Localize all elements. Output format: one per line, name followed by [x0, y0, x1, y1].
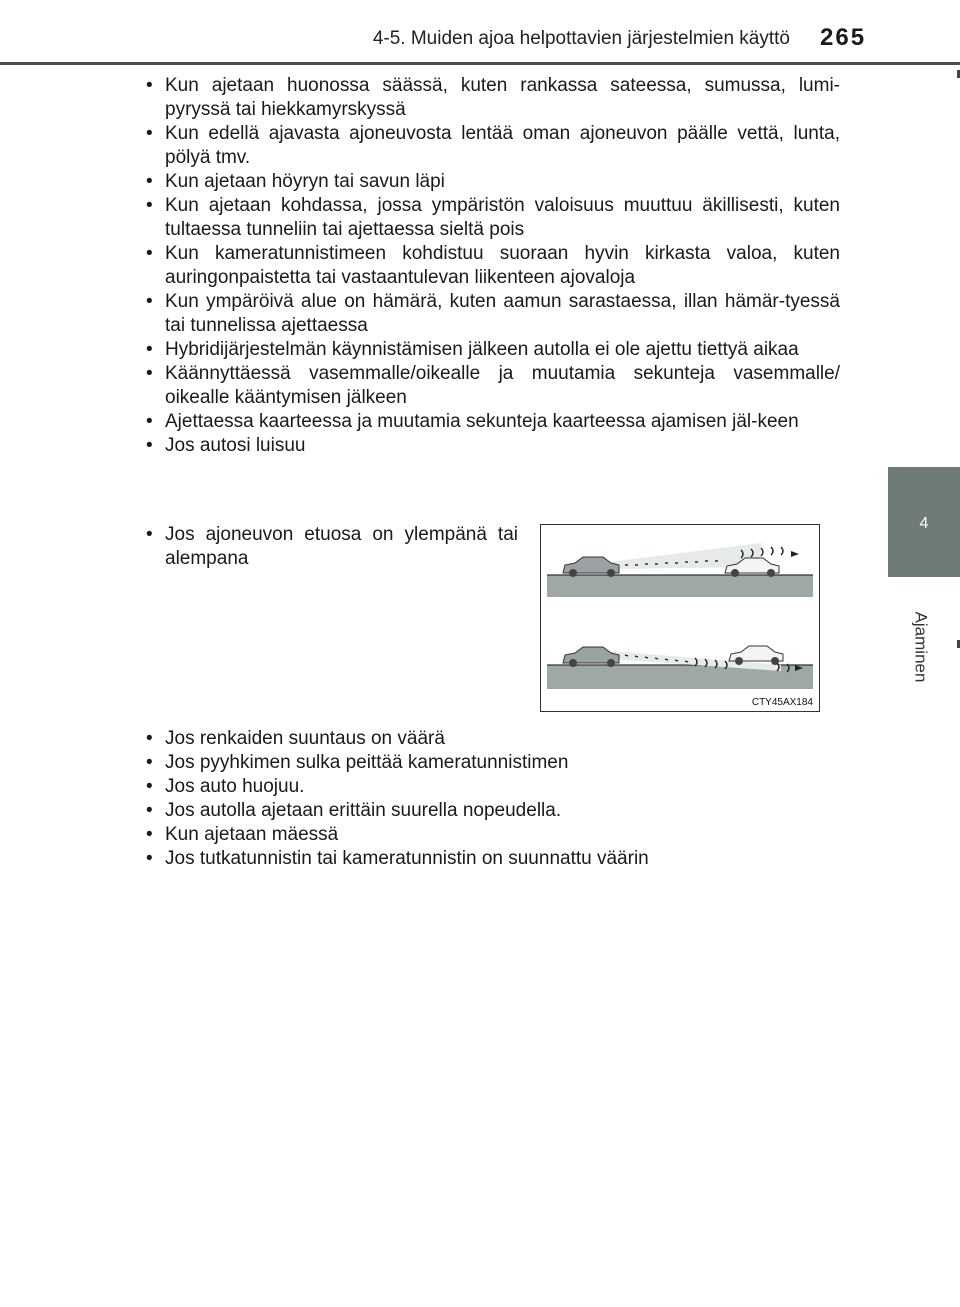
chapter-title-vertical [880, 582, 960, 712]
list-item: • Käännyttäessä vasemmalle/oikealle ja muutamia sekunteja vasemmalle/ oikealle kääntymisen jälkeen [142, 362, 840, 410]
list-item: • Kun ajetaan kohdassa, jossa ympäristön valoisuus muuttuu äkillisesti, kuten tultaessa tunneliin tai ajettaessa sieltä pois [142, 194, 840, 242]
cars-radar-diagram [541, 525, 819, 711]
list-item: • Jos autolla ajetaan erittäin suurella nopeudella. [142, 799, 840, 823]
header-section-title: 4-5. Muiden ajoa helpottavien järjestelmien käyttö [372, 28, 790, 49]
list-item: • Jos autosi luisuu [142, 434, 840, 458]
chapter-tab [888, 467, 960, 577]
figure-code: CTY45AX184 [751, 697, 813, 708]
conditions-list [142, 74, 840, 458]
vehicle-height-list [142, 523, 518, 571]
misc-conditions-list [142, 727, 840, 871]
chapter-title: Ajaminen [911, 611, 930, 683]
page-number: 265 [820, 24, 867, 51]
list-item: • Jos auto huojuu. [142, 775, 840, 799]
vehicle-pitch-illustration [540, 524, 820, 712]
list-item: • Kun ajetaan huonossa säässä, kuten rankassa sateessa, sumussa, lumi-pyryssä tai hiekkamyrskyssä [142, 74, 840, 122]
list-item: • Kun ajetaan höyryn tai savun läpi [142, 170, 840, 194]
list-item: • Jos tutkatunnistin tai kameratunnistin on suunnattu väärin [142, 847, 840, 871]
list-item: • Jos ajoneuvon etuosa on ylempänä tai alempana [142, 523, 518, 571]
list-item: • Ajettaessa kaarteessa ja muutamia sekunteja kaarteessa ajamisen jäl-keen [142, 410, 840, 434]
list-item: • Jos renkaiden suuntaus on väärä [142, 727, 840, 751]
list-item: • Jos pyyhkimen sulka peittää kameratunnistimen [142, 751, 840, 775]
list-item: • Kun edellä ajavasta ajoneuvosta lentää oman ajoneuvon päälle vettä, lunta, pölyä tmv. [142, 122, 840, 170]
list-item: • Kun ympäröivä alue on hämärä, kuten aamun sarastaessa, illan hämär-tyessä tai tunnelissa ajettaessa [142, 290, 840, 338]
header-divider [0, 62, 960, 65]
list-item: • Kun kameratunnistimeen kohdistuu suoraan hyvin kirkasta valoa, kuten auringonpaistetta tai vastaantulevan liikenteen ajovaloja [142, 242, 840, 290]
list-item: • Hybridijärjestelmän käynnistämisen jälkeen autolla ei ole ajettu tiettyä aikaa [142, 338, 840, 362]
chapter-number: 4 [919, 515, 929, 532]
list-item: • Kun ajetaan mäessä [142, 823, 840, 847]
